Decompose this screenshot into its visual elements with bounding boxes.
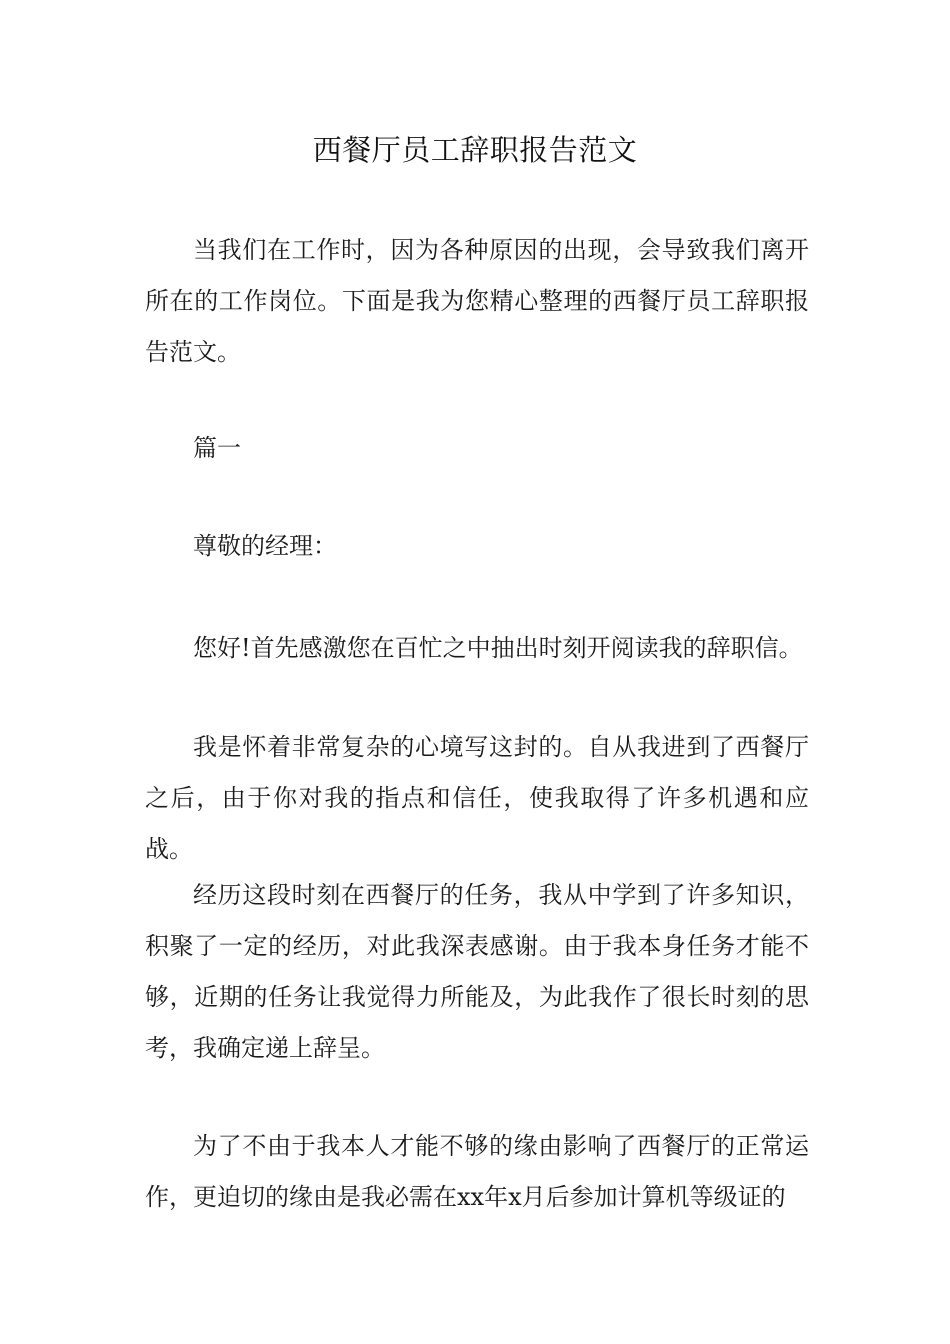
paragraph-greeting: 您好!首先感激您在百忙之中抽出时刻开阅读我的辞职信。 [193, 634, 803, 662]
document-title: 西餐厅员工辞职报告范文 [312, 133, 638, 167]
paragraph-body-3: 为了不由于我本人才能不够的缘由影响了西餐厅的正常运作，更迫切的缘由是我必需在xx年x月后参加计算机等级证的 [145, 1132, 809, 1211]
paragraph-salutation: 尊敬的经理： [193, 532, 337, 560]
paragraph-section-heading: 篇一 [193, 434, 241, 462]
paragraph-intro: 当我们在工作时，因为各种原因的出现，会导致我们离开所在的工作岗位。下面是我为您精心整理的西餐厅员工辞职报告范文。 [145, 236, 809, 366]
paragraph-body-2: 经历这段时刻在西餐厅的任务，我从中学到了许多知识，积聚了一定的经历，对此我深表感谢。由于我本身任务才能不够，近期的任务让我觉得力所能及，为此我作了很长时刻的思考，我确定递上辞呈。 [145, 881, 809, 1062]
paragraph-body-1: 我是怀着非常复杂的心境写这封的。自从我进到了西餐厅之后，由于你对我的指点和信任，使我取得了许多机遇和应战。 [145, 733, 809, 863]
